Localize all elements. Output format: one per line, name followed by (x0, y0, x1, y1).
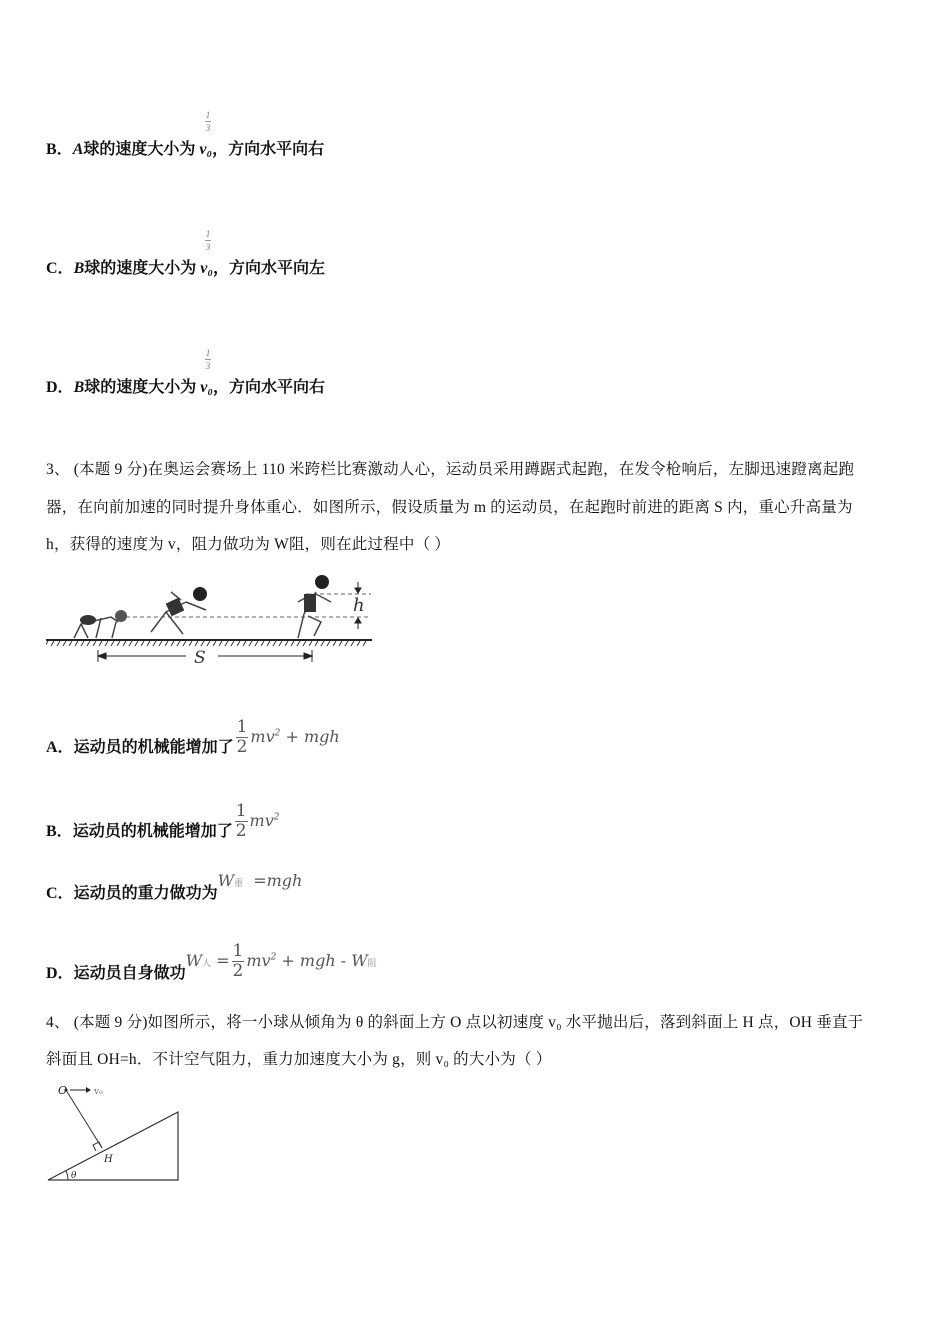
option-text: 运动员的重力做功为 (73, 885, 218, 902)
option-v: v₀ (200, 379, 213, 396)
option-formula: W重 =mgh (217, 871, 303, 890)
q3-option-d[interactable] (46, 941, 377, 993)
option-rest: ，方向水平向右 (212, 141, 325, 158)
q3-line-3: h，获得的速度为 v，阻力做功为 W阻，则在此过程中（ ） (46, 536, 451, 553)
option-subject: B (73, 260, 85, 277)
sprint-start-figure (46, 572, 376, 667)
q3-line-1: 3、 (本题 9 分)在奥运会赛场上 110 米跨栏比赛激动人心，运动员采用蹲踞式起跑，在发令枪响后，左脚迅速蹬离起跑 (46, 461, 855, 478)
option-v: v₀ (199, 141, 213, 158)
option-subject: A (72, 141, 84, 158)
q3-line-2: 器，在向前加速的同时提升身体重心．如图所示，假设质量为 m 的运动员，在起跑时前进的距离 S 内，重心升高量为 (46, 499, 853, 516)
option-formula: $\frac{1}{2}$ $mv^2$ (235, 801, 280, 841)
option-text: 球的速度大小为 (84, 379, 197, 396)
option-rest: ，方向水平向右 (212, 379, 325, 396)
q4-line-2: 斜面且 OH=h．不计空气阻力，重力加速度大小为 g，则 v₀ 的大小为（ ） (46, 1051, 552, 1068)
incline-figure (44, 1078, 184, 1184)
q3-option-a[interactable] (46, 717, 340, 767)
option-v: v₀ (200, 260, 213, 277)
label-h: h (353, 595, 365, 616)
option-subject: B (73, 379, 85, 396)
fraction-one-third: 1 3 (205, 348, 211, 371)
label-v0: v₀ (94, 1087, 103, 1097)
option-text: 球的速度大小为 (83, 141, 196, 158)
option-letter: D． (46, 965, 74, 982)
option-text: 运动员的机械能增加了 (73, 739, 234, 756)
option-letter: B． (46, 141, 73, 158)
label-o: O (58, 1084, 68, 1097)
option-letter: A． (46, 739, 74, 756)
option-letter: C． (46, 885, 74, 902)
fraction-one-third: 1 3 (205, 229, 211, 252)
option-text: 球的速度大小为 (84, 260, 197, 277)
option-letter: B． (46, 823, 73, 840)
option-letter: D． (46, 379, 74, 396)
label-s: S (194, 648, 206, 667)
option-text: 运动员自身做功 (73, 965, 186, 982)
q4-line-1: 4、 (本题 9 分)如图所示，将一小球从倾角为 θ 的斜面上方 O 点以初速度 v₀ 水平抛出后，落到斜面上 H 点，OH 垂直于 (46, 1014, 864, 1031)
label-theta: θ (71, 1171, 77, 1181)
q3-option-c[interactable] (46, 871, 303, 906)
option-formula: $\frac{1}{2}$ $mv^2$ + mgh (236, 717, 340, 757)
option-letter: C． (46, 260, 74, 277)
q3-option-b[interactable] (46, 801, 280, 851)
option-text: 运动员的机械能增加了 (72, 823, 233, 840)
fraction-one-third: 1 3 (205, 110, 211, 133)
label-h-point: H (104, 1154, 113, 1165)
option-rest: ，方向水平向左 (212, 260, 325, 277)
option-formula: W人 = $\frac{1}{2}$ $mv^2$ + mgh - W阻 (185, 941, 377, 981)
